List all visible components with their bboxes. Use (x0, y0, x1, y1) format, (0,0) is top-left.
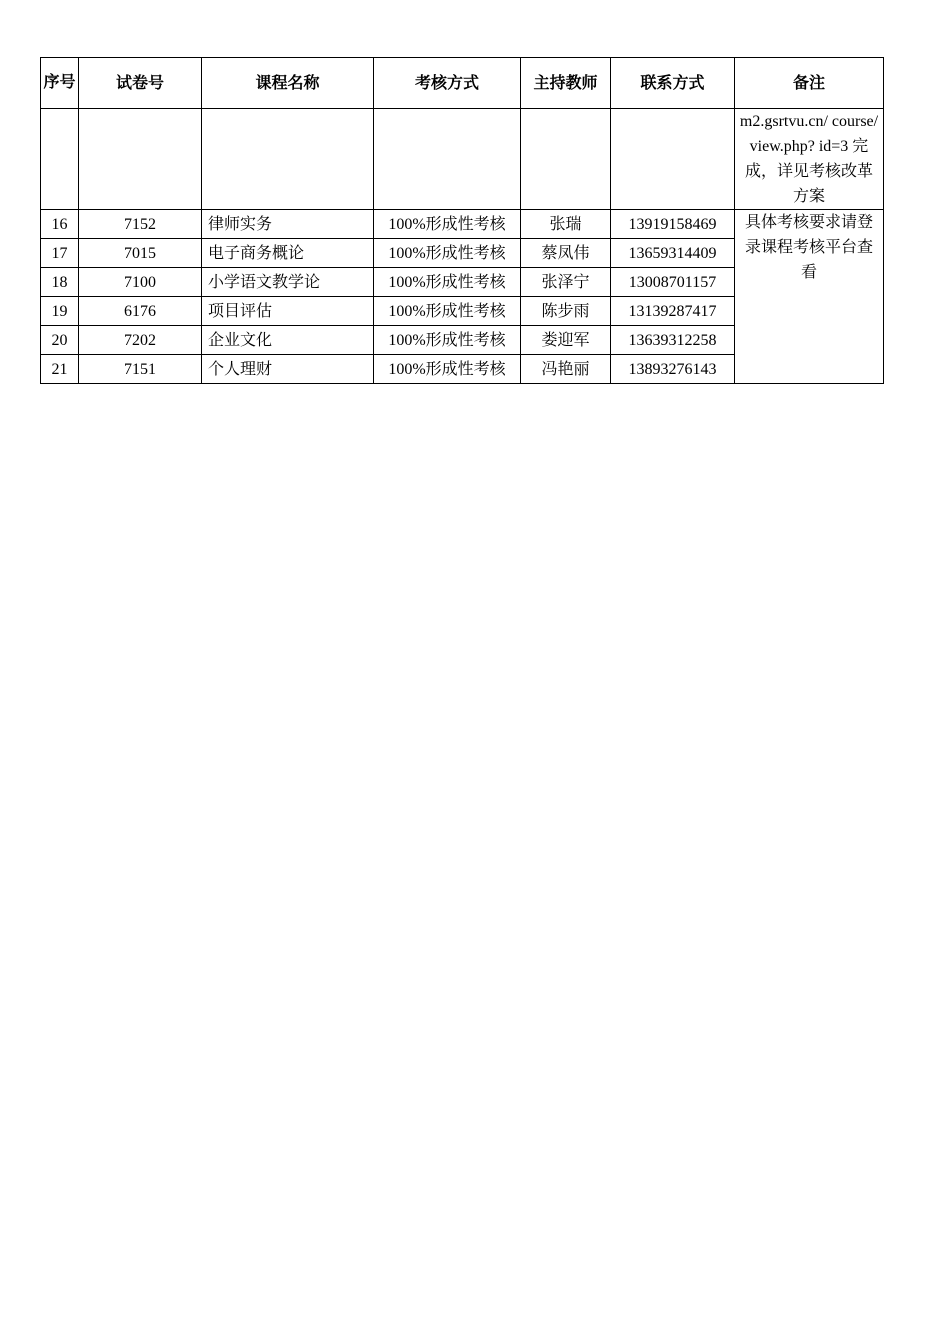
continuation-row (41, 109, 884, 210)
row-teacher: 张泽宁 (521, 268, 611, 297)
header-course: 课程名称 (202, 58, 374, 109)
row-assessment: 100%形成性考核 (374, 239, 521, 268)
row-course: 项目评估 (202, 297, 374, 326)
row-paper-no: 7100 (79, 268, 202, 297)
row-assessment: 100%形成性考核 (374, 297, 521, 326)
document-page (40, 57, 883, 384)
row-course: 个人理财 (202, 355, 374, 384)
continuation-remark: m2.gsrtvu.cn/ course/view.php? id=3 完成，详见考核改革方案 (735, 109, 884, 210)
empty-cell (521, 109, 611, 210)
row-paper-no: 6176 (79, 297, 202, 326)
row-index: 18 (41, 268, 79, 297)
empty-cell (79, 109, 202, 210)
row-index: 16 (41, 210, 79, 239)
row-course: 电子商务概论 (202, 239, 374, 268)
row-contact: 13139287417 (611, 297, 735, 326)
row-course: 小学语文教学论 (202, 268, 374, 297)
row-contact: 13639312258 (611, 326, 735, 355)
row-teacher: 娄迎军 (521, 326, 611, 355)
exam-schedule-table (40, 57, 884, 384)
row-teacher: 冯艳丽 (521, 355, 611, 384)
row-contact: 13893276143 (611, 355, 735, 384)
table-row (41, 210, 884, 239)
row-course: 企业文化 (202, 326, 374, 355)
empty-cell (41, 109, 79, 210)
row-paper-no: 7015 (79, 239, 202, 268)
header-paper-no: 试卷号 (79, 58, 202, 109)
row-index: 19 (41, 297, 79, 326)
row-contact: 13008701157 (611, 268, 735, 297)
header-index: 序号 (41, 58, 79, 109)
row-assessment: 100%形成性考核 (374, 210, 521, 239)
empty-cell (202, 109, 374, 210)
row-assessment: 100%形成性考核 (374, 355, 521, 384)
row-assessment: 100%形成性考核 (374, 326, 521, 355)
row-index: 21 (41, 355, 79, 384)
merged-remark: 具体考核要求请登录课程考核平台查看 (735, 210, 884, 384)
row-paper-no: 7151 (79, 355, 202, 384)
row-paper-no: 7152 (79, 210, 202, 239)
row-assessment: 100%形成性考核 (374, 268, 521, 297)
row-teacher: 张瑞 (521, 210, 611, 239)
row-contact: 13659314409 (611, 239, 735, 268)
row-teacher: 陈步雨 (521, 297, 611, 326)
row-paper-no: 7202 (79, 326, 202, 355)
header-assessment: 考核方式 (374, 58, 521, 109)
row-course: 律师实务 (202, 210, 374, 239)
row-index: 17 (41, 239, 79, 268)
header-contact: 联系方式 (611, 58, 735, 109)
header-teacher: 主持教师 (521, 58, 611, 109)
empty-cell (374, 109, 521, 210)
header-remark: 备注 (735, 58, 884, 109)
row-teacher: 蔡凤伟 (521, 239, 611, 268)
row-index: 20 (41, 326, 79, 355)
row-contact: 13919158469 (611, 210, 735, 239)
empty-cell (611, 109, 735, 210)
table-header-row (41, 58, 884, 109)
